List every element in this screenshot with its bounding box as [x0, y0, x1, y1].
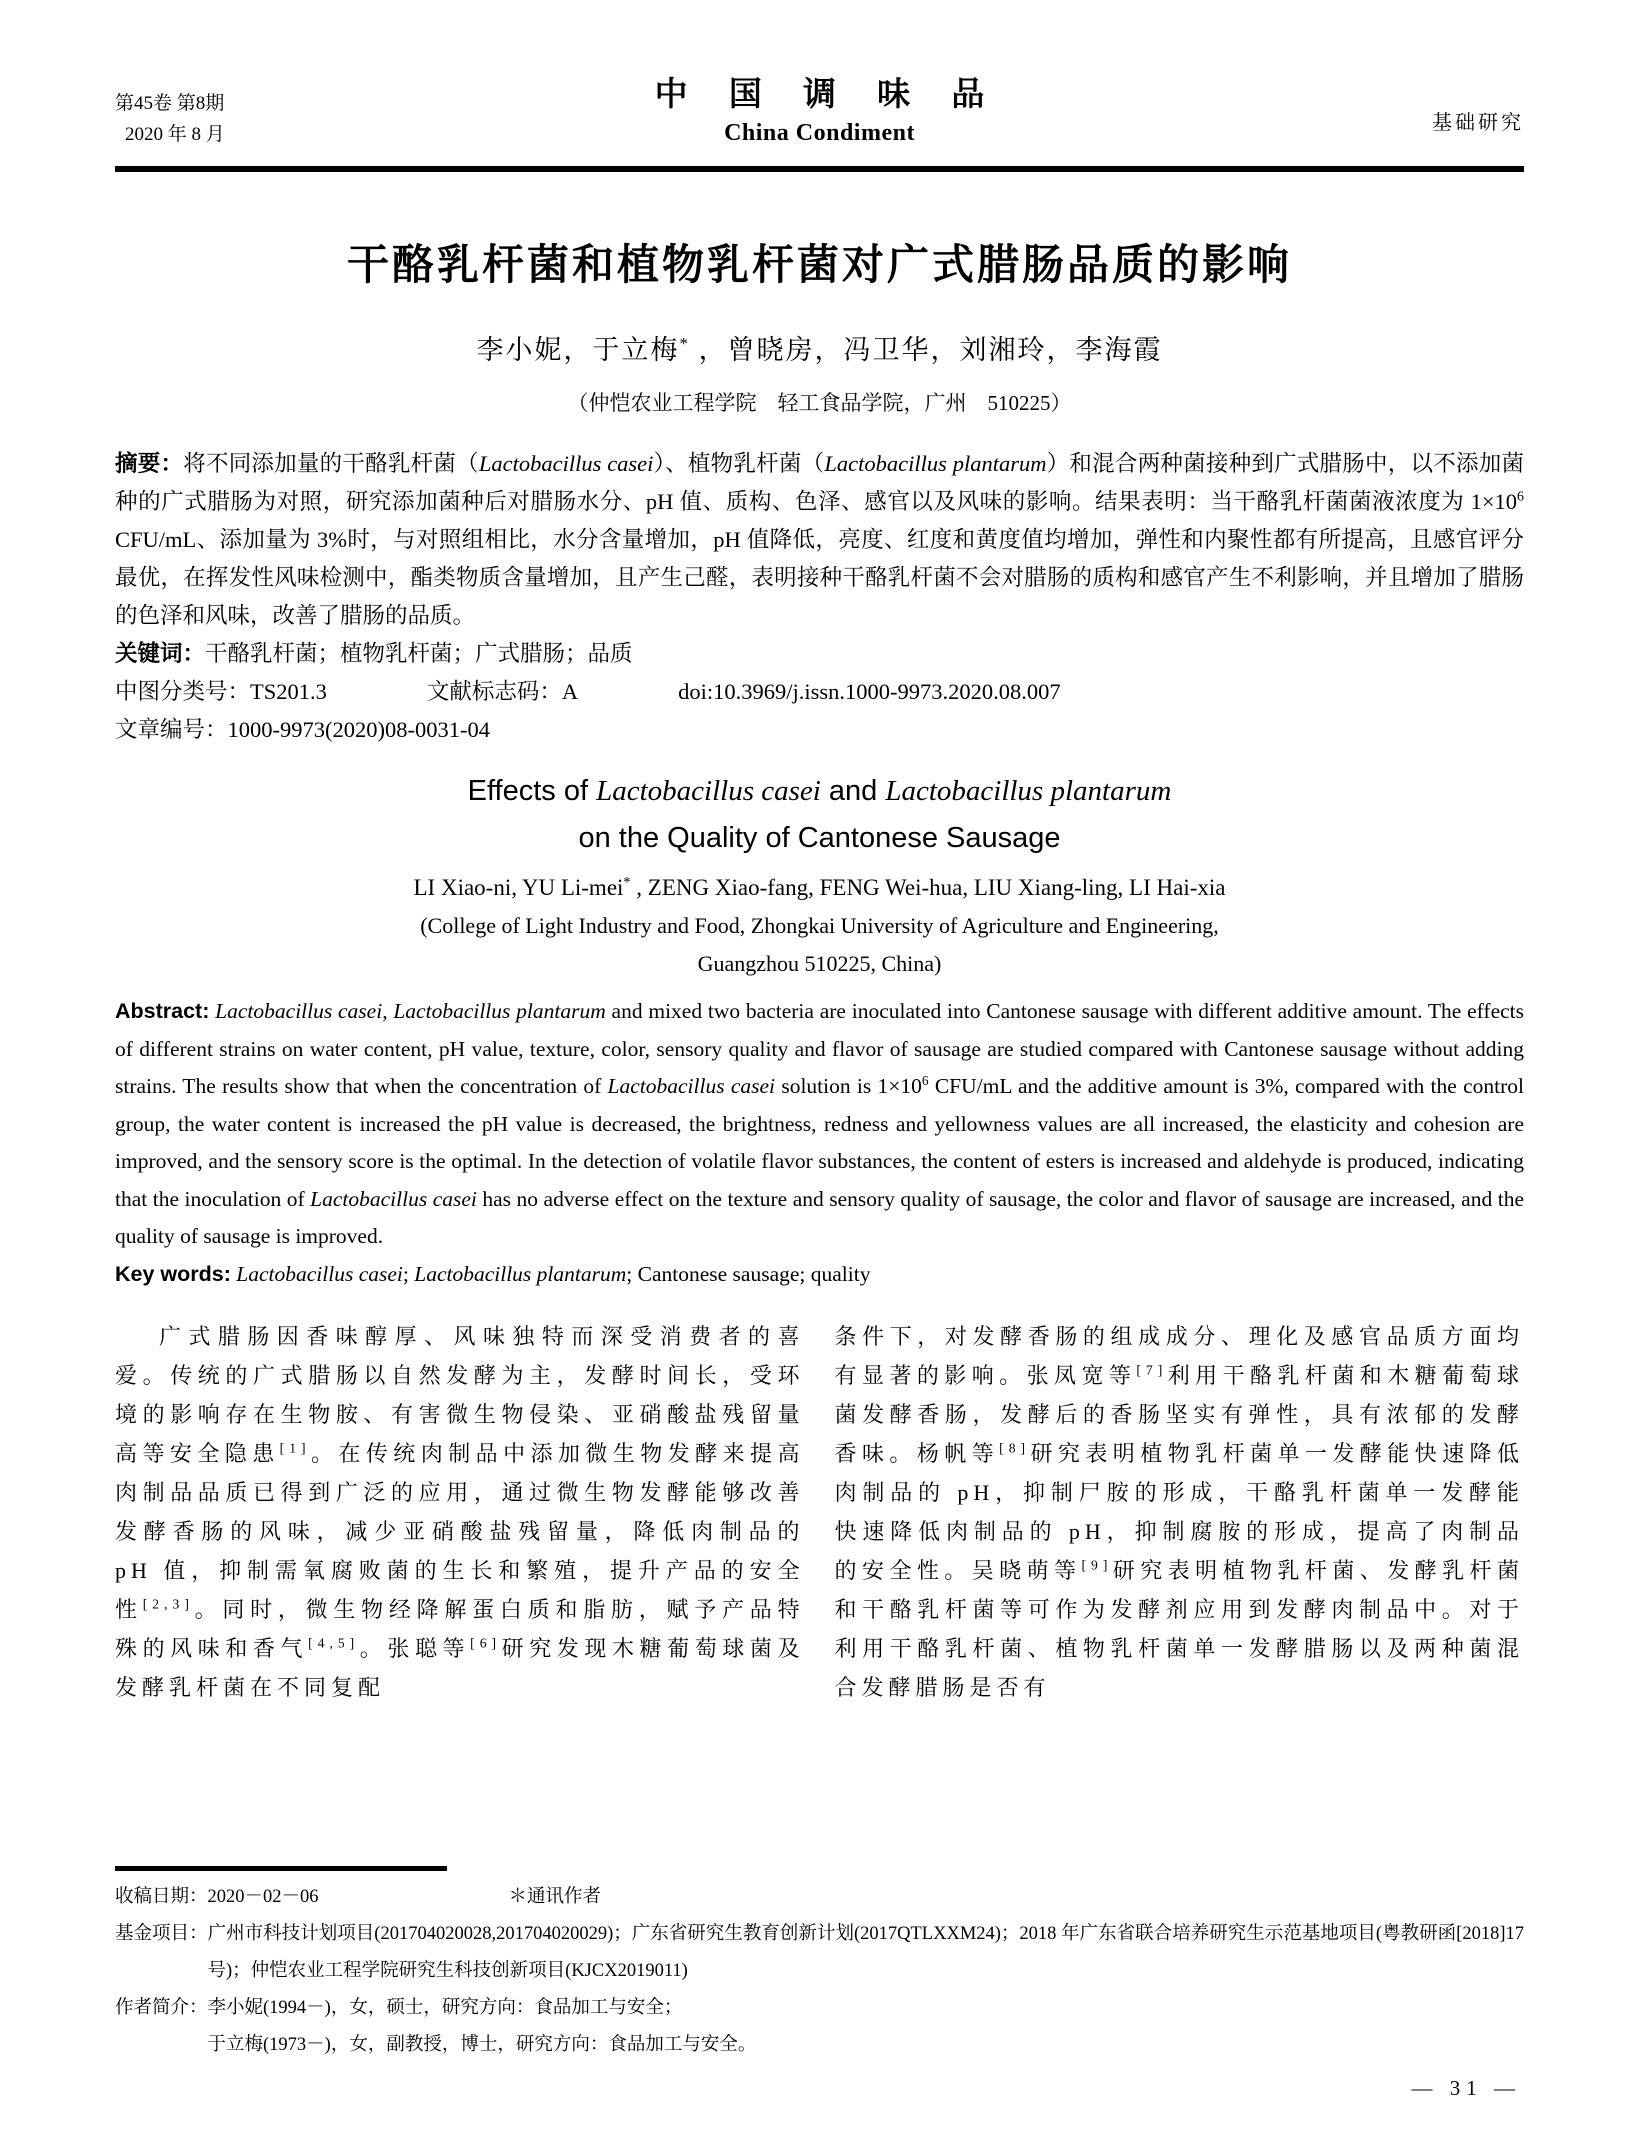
- header-rule: [115, 166, 1524, 172]
- body-column-left: [115, 1317, 805, 1707]
- abstract-cn-label: 摘要：: [115, 451, 184, 476]
- classification-row: [115, 673, 1524, 711]
- authors-cn: 李小妮，于立梅* ，曾晓房，冯卫华，刘湘玲，李海霞: [476, 334, 1163, 365]
- volume-issue: 第45卷 第8期: [115, 93, 225, 114]
- doi: doi:10.3969/j.issn.1000-9973.2020.08.007: [678, 679, 1061, 704]
- abstract-en-label: Abstract:: [115, 999, 210, 1023]
- journal-title-cn: 中 国 调 味 品: [654, 75, 1001, 112]
- abstract-cn: [115, 445, 1524, 635]
- article-number: 文章编号：1000-9973(2020)08-0031-04: [115, 717, 490, 742]
- english-title-block: [115, 775, 1524, 977]
- body-column-right: [835, 1317, 1525, 1707]
- abstract-en-block: [115, 993, 1524, 1293]
- fund-project: 基金项目：广州市科技计划项目(201704020028,201704020029)；广东省研究生教育创新计划(2017QTLXXM24)；2018 年广东省联合培养研究生示范基地项目(粤教研函[2018]17 号)；仲恺农业工程学院研究生科技创新项目(KJCX2019011): [115, 1924, 1524, 1981]
- received-row: [115, 1879, 1524, 1916]
- abstract-en: [115, 993, 1524, 1256]
- issue-date: 2020 年 8 月: [125, 124, 225, 145]
- clc-number: 中图分类号：TS201.3: [115, 679, 327, 704]
- body-paragraph-right: 条件下，对发酵香肠的组成成分、理化及感官品质方面均有显著的影响。张凤宽等[7]利用干酪乳杆菌和木糖葡萄球菌发酵香肠，发酵后的香肠坚实有弹性，具有浓郁的发酵香味。杨帆等[8]研究表明植物乳杆菌单一发酵能快速降低肉制品的 pH，抑制尸胺的形成，干酪乳杆菌单一发酵能快速降低肉制品的 pH，抑制腐胺的形成，提高了肉制品的安全性。吴晓萌等[9]研究表明植物乳杆菌、发酵乳杆菌和干酪乳杆菌等可作为发酵剂应用到发酵肉制品中。对于利用干酪乳杆菌、植物乳杆菌单一发酵腊肠以及两种菌混合发酵腊肠是否有: [834, 1324, 1524, 1700]
- author-bio-1: 作者简介：李小妮(1994－)，女，硕士，研究方向：食品加工与安全；: [115, 1998, 683, 2018]
- body-paragraph-left: 广式腊肠因香味醇厚、风味独特而深受消费者的喜爱。传统的广式腊肠以自然发酵为主，发酵时间长，受环境的影响存在生物胺、有害微生物侵染、亚硝酸盐残留量高等安全隐患[1]。在传统肉制品中添加微生物发酵来提高肉制品品质已得到广泛的应用，通过微生物发酵能够改善发酵香肠的风味，减少亚硝酸盐残留量，降低肉制品的 pH 值，抑制需氧腐败菌的生长和繁殖，提升产品的安全性[2,3]。同时，微生物经降解蛋白质和脂肪，赋予产品特殊的风味和香气[4,5]。张聪等[6]研究发现木糖葡萄球菌及发酵乳杆菌在不同复配: [115, 1324, 805, 1700]
- keywords-cn-text: 干酪乳杆菌；植物乳杆菌；广式腊肠；品质: [205, 641, 633, 666]
- authors-en: LI Xiao-ni, YU Li-mei* , ZENG Xiao-fang, FENG Wei-hua, LIU Xiang-ling, LI Hai-xia: [413, 874, 1226, 900]
- received-date: 收稿日期：2020－02－06: [115, 1887, 319, 1907]
- section-label: 基础研究: [1432, 112, 1524, 134]
- document-code: 文献标志码：A: [426, 679, 579, 704]
- keywords-cn: [115, 635, 1524, 673]
- corresponding-author-note: ＊通讯作者: [508, 1887, 602, 1907]
- journal-masthead: [340, 68, 1299, 147]
- abstract-cn-text: 将不同添加量的干酪乳杆菌（Lactobacillus casei）、植物乳杆菌（Lactobacillus plantarum）和混合两种菌接种到广式腊肠中，以不添加菌种的广式腊肠为对照，研究添加菌种后对腊肠水分、pH 值、质构、色泽、感官以及风味的影响。结果表明：当干酪乳杆菌菌液浓度为 $1\times 10^6$ CFU/mL、添加量为 3%时，与对照组相比，水分含量增加，pH 值降低，亮度、红度和黄度值均增加，弹性和内聚性都有所提高，且感官评分最优，在挥发性风味检测中，酯类物质含量增加，且产生己醛，表明接种干酪乳杆菌不会对腊肠的质构和感官产生不利影响，并且增加了腊肠的色泽和风味，改善了腊肠的品质。: [115, 451, 1524, 628]
- article-title-cn: 干酪乳杆菌和植物乳杆菌对广式腊肠品质的影响: [346, 241, 1292, 288]
- page-header: [115, 68, 1524, 150]
- keywords-en-text: Lactobacillus casei; Lactobacillus plantarum; Cantonese sausage; quality: [236, 1261, 871, 1286]
- body-columns: [115, 1317, 1524, 1707]
- footnote-block: [115, 1866, 1524, 2064]
- keywords-en-label: Key words:: [115, 1261, 231, 1286]
- keywords-cn-label: 关键词：: [115, 641, 206, 666]
- article-title-en-line1: Effects of Lactobacillus casei and Lactobacillus plantarum: [467, 775, 1172, 807]
- footnote-rule: [115, 1866, 447, 1871]
- article-title-en-line2: on the Quality of Cantonese Sausage: [578, 822, 1061, 854]
- affiliation-en-line1: (College of Light Industry and Food, Zhongkai University of Agriculture and Engineering,: [420, 913, 1219, 938]
- journal-title-en: China Condiment: [724, 120, 915, 146]
- page-number: — 31 —: [1411, 2076, 1521, 2100]
- abstract-cn-block: [115, 445, 1524, 749]
- issue-info: [115, 68, 340, 150]
- keywords-en: [115, 1256, 1524, 1294]
- affiliation-cn: （仲恺农业工程学院 轻工食品学院，广州 510225）: [567, 391, 1072, 415]
- abstract-en-text: Lactobacillus casei, Lactobacillus plantarum and mixed two bacteria are inoculated into Cantonese sausage with different additive amount. The effects of different strains on water content, pH value, texture, color, sensory quality and flavor of sausage are studied compared with Cantonese sausage without adding strains. The results show that when the concentration of Lactobacillus casei solution is $1\times 10^6$ CFU/mL and the additive amount is 3%, compared with the control group, the water content is increased the pH value is decreased, the brightness, redness and yellowness values are all increased, the elasticity and cohesion are improved, and the sensory score is the optimal. In the detection of volatile flavor substances, the content of esters is increased and aldehyde is produced, indicating that the inoculation of Lactobacillus casei has no adverse effect on the texture and sensory quality of sausage, the color and flavor of sausage are increased, and the quality of sausage is improved.: [115, 999, 1525, 1248]
- author-bio-2: 于立梅(1973－)，女，副教授，博士，研究方向：食品加工与安全。: [207, 2035, 757, 2055]
- affiliation-en-line2: Guangzhou 510225, China): [697, 951, 942, 976]
